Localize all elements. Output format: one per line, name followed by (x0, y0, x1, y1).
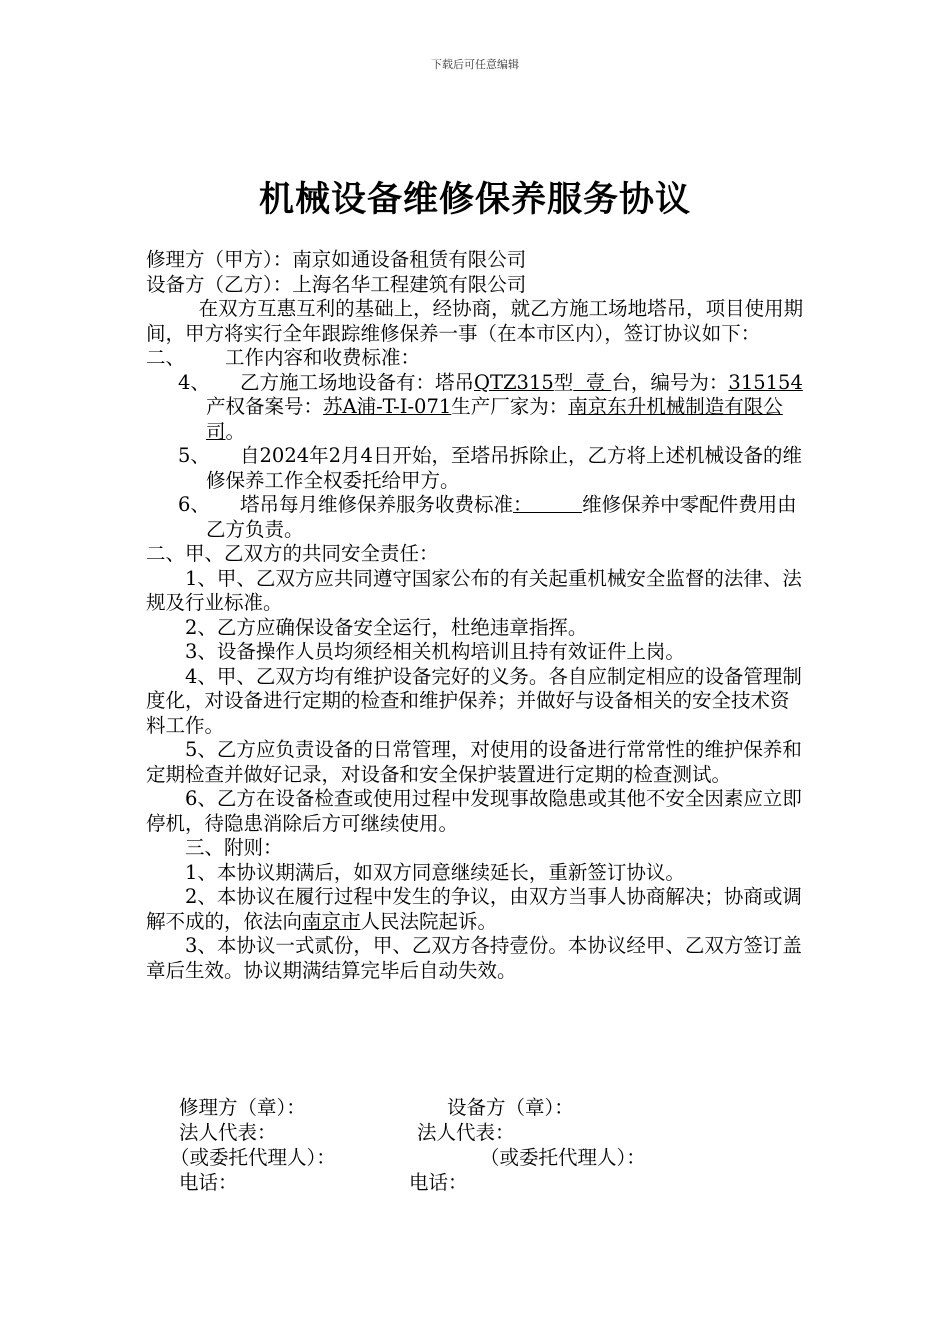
party-a-phone-label: 电话： (179, 1171, 238, 1194)
header-note: 下载后可任意编辑 (431, 58, 519, 71)
appendix-item-2-text: 人民法院起诉。 (360, 909, 498, 933)
section-1-heading (146, 346, 806, 371)
party-a-seal-label: 修理方（章）： (179, 1096, 306, 1119)
item-4-text: 。 (225, 419, 246, 443)
safety-item-1: 1、甲、乙双方应共同遵守国家公布的有关起重机械安全监督的法律、法规及行业标准。 (146, 566, 802, 614)
section-3-heading: 三、附则： (185, 836, 283, 859)
equipment-serial-number: 315154 (728, 370, 803, 394)
party-a-rep-label: 法人代表： (179, 1121, 277, 1144)
section-2-heading: 二、甲、乙双方的共同安全责任： (146, 542, 439, 565)
safety-item-6: 6、乙方在设备检查或使用过程中发现事故隐患或其他不安全因素应立即停机，待隐患消除后方可继续使用。 (146, 787, 802, 835)
item-6-number: 6、 (178, 493, 210, 516)
item-5-text: 自2024年2月4日开始，至塔吊拆除止，乙方将上述机械设备的维修保养工作全权委托给甲方。 (206, 444, 802, 492)
item-4-text: 型 (553, 370, 574, 394)
safety-item-3: 3、设备操作人员均须经相关机构培训且持有效证件上岗。 (185, 640, 685, 663)
section-1-number: 二、 (146, 346, 186, 369)
appendix-item-2-text: 2、本协议在履行过程中发生的争议，由双方当事人协商解决；协商或调解不成的，依法向 (146, 885, 802, 933)
item-5-number: 5、 (178, 444, 210, 467)
item-4 (146, 371, 806, 445)
party-a-line: 修理方（甲方）：南京如通设备租赁有限公司 (146, 248, 527, 271)
safety-item-2: 2、乙方应确保设备安全运行，杜绝违章指挥。 (185, 615, 588, 639)
tower-crane-model: QTZ315 (474, 370, 554, 394)
party-b-rep-label: 法人代表： (417, 1121, 515, 1144)
item-4-text: 乙方施工场地设备有：塔吊 (240, 370, 475, 394)
manufacturer-name: 南京东升机械制造有限公司 (206, 395, 783, 443)
tower-crane-quantity: 壹 (573, 370, 612, 394)
agreement-body (146, 248, 806, 983)
section-1-title: 工作内容和收费标准： (225, 346, 421, 369)
party-b-agent-label: （或委托代理人）： (480, 1146, 646, 1169)
item-6-text: 塔吊每月维修保养服务收费标准 (240, 493, 514, 516)
item-4-text: 产权备案号： (206, 395, 324, 418)
property-record-number: 苏A浦-T-I-071 (323, 395, 452, 418)
item-6-text: 维修保养中零配件费用由乙方负责。 (206, 493, 797, 541)
party-b-line: 设备方（乙方）：上海名华工程建筑有限公司 (146, 272, 527, 296)
item-4-number: 4、 (178, 370, 210, 394)
intro-paragraph: 在双方互惠互利的基础上，经协商，就乙方施工场地塔吊，项目使用期间，甲方将实行全年跟踪维修保养一事（在本市区内），签订协议如下： (146, 297, 804, 345)
item-4-text: 台，编号为： (611, 370, 729, 394)
document-title: 机械设备维修保养服务协议 (258, 179, 691, 220)
item-4-text: 生产厂家为： (451, 395, 569, 418)
court-city: 南京市 (302, 909, 361, 933)
appendix-item-1: 1、本协议期满后，如双方同意继续延长，重新签订协议。 (185, 860, 685, 884)
item-5 (146, 444, 806, 493)
monthly-fee-blank: ： (513, 493, 583, 516)
party-b-seal-label: 设备方（章）： (447, 1096, 574, 1119)
party-a-agent-label: （或委托代理人）： (170, 1146, 336, 1169)
appendix-item-3: 3、本协议一式贰份，甲、乙双方各持壹份。本协议经甲、乙双方签订盖章后生效。协议期满结算完毕后自动失效。 (146, 934, 802, 982)
safety-item-4: 4、甲、乙双方均有维护设备完好的义务。各自应制定相应的设备管理制度化，对设备进行定期的检查和维护保养；并做好与设备相关的安全技术资料工作。 (146, 664, 802, 737)
appendix-item-2 (146, 885, 806, 934)
item-6 (146, 493, 806, 542)
safety-item-5: 5、乙方应负责设备的日常管理，对使用的设备进行常常性的维护保养和定期检查并做好记录，对设备和安全保护装置进行定期的检查测试。 (146, 738, 802, 786)
party-b-phone-label: 电话： (409, 1171, 468, 1194)
